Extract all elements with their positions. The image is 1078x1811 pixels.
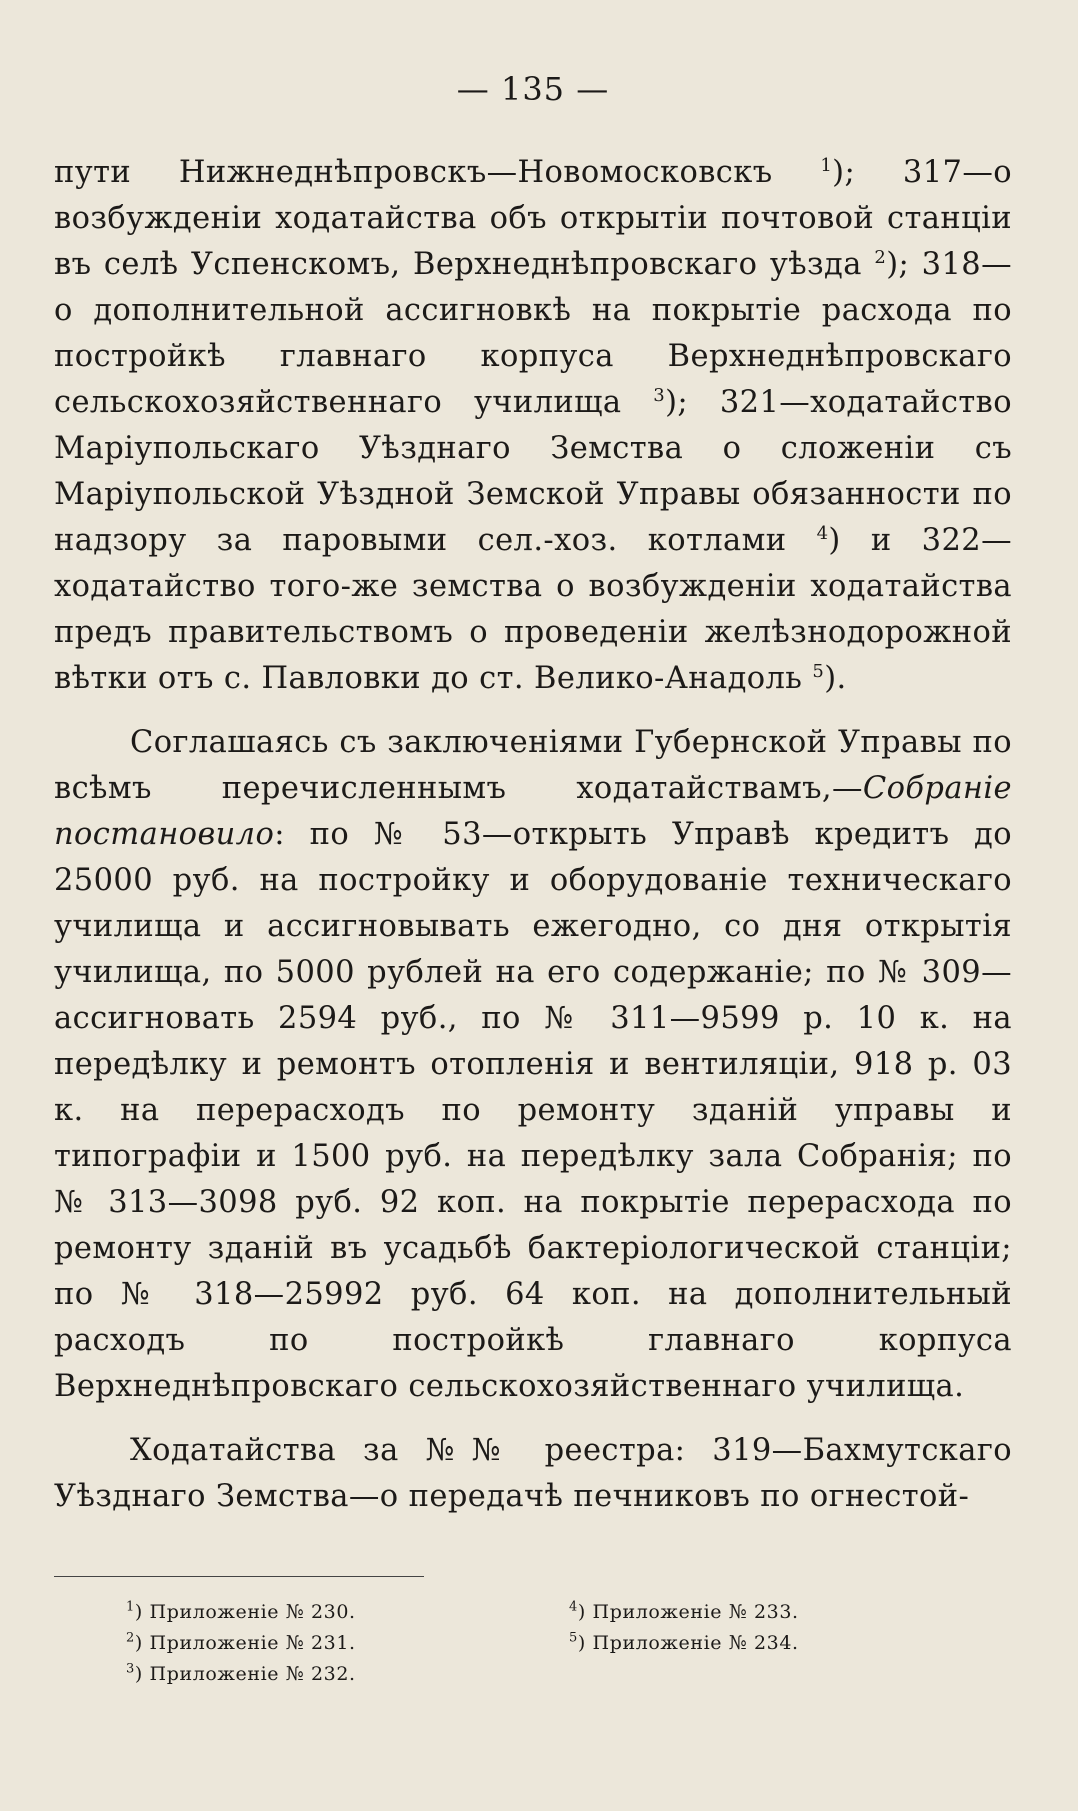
footnote-5: $^5$) Приложеніе № 234. — [569, 1630, 799, 1654]
footnote-2: $^2$) Приложеніе № 231. — [126, 1630, 356, 1654]
main-text — [54, 150, 1012, 1520]
paragraph-2: Соглашаясь съ заключеніями Губернской Управы по всѣмъ перечисленнымъ ходатайствамъ,—Собраніе постановило: по № 53—открыть Управѣ кредитъ до 25000 руб. на постройку и оборудованіе техническаго училища и ассигновывать ежегодно, со дня открытія училища, по 5000 рублей на его содержаніе; по № 309—ассигновать 2594 руб., по № 311—9599 р. 10 к. на передѣлку и ремонтъ отопленія и вентиляціи, 918 р. 03 к. на перерасходъ по ремонту зданій управы и типографіи и 1500 руб. на передѣлку зала Собранія; по № 313—3098 руб. 92 коп. на покрытіе перерасхода по ремонту зданій въ усадьбѣ бактеріологической станціи; по № 318—25992 руб. 64 коп. на дополнительный расходъ по постройкѣ главнаго корпуса Верхнеднѣпровскаго сельскохозяйственнаго училища. — [54, 725, 1012, 1404]
footnote-ref-5[interactable]: 5 — [812, 660, 825, 682]
footnotes — [54, 1597, 1012, 1690]
page-number: — 135 — — [456, 70, 610, 108]
paragraph-1: пути Нижнеднѣпровскъ—Новомосковскъ $^1$); 317—о возбужденіи ходатайства объ открытіи почтовой станціи въ селѣ Успенскомъ, Верхнеднѣпровскаго уѣзда $^2$); 318—о дополнительной ассигновкѣ на покрытіе расхода по постройкѣ главнаго корпуса Верхнеднѣпровскаго сельскохозяйственнаго училища $^3$); 321—ходатайство Маріупольскаго Уѣзднаго Земства о сложеніи съ Маріупольской Уѣздной Земской Управы обязанности по надзору за паровыми сел.-хоз. котлами $^4$) и 322—ходатайство того-же земства о возбужденіи ходатайства предъ правительствомъ о проведеніи желѣзнодорожной вѣтки отъ с. Павловки до ст. Велико-Анадоль $^5$). — [54, 154, 1013, 696]
footnotes-right-column — [569, 1597, 1012, 1690]
paragraph-3: Ходатайства за №№ реестра: 319—Бахмутскаго Уѣзднаго Земства—о передачѣ печниковъ по огнестой- — [54, 1433, 1012, 1514]
footnote-ref-3[interactable]: 3 — [653, 384, 666, 406]
footnote-ref-2[interactable]: 2 — [874, 246, 887, 268]
footnote-1: $^1$) Приложеніе № 230. — [126, 1599, 356, 1623]
footnote-3: $^3$) Приложеніе № 232. — [126, 1661, 356, 1685]
resolution-phrase: Собраніе постановило — [54, 771, 1012, 852]
footnote-ref-1[interactable]: 1 — [820, 154, 833, 176]
footnote-divider — [54, 1576, 424, 1577]
footnote-ref-4[interactable]: 4 — [816, 522, 829, 544]
footnotes-left-column — [126, 1597, 569, 1690]
footnote-4: $^4$) Приложеніе № 233. — [569, 1599, 799, 1623]
